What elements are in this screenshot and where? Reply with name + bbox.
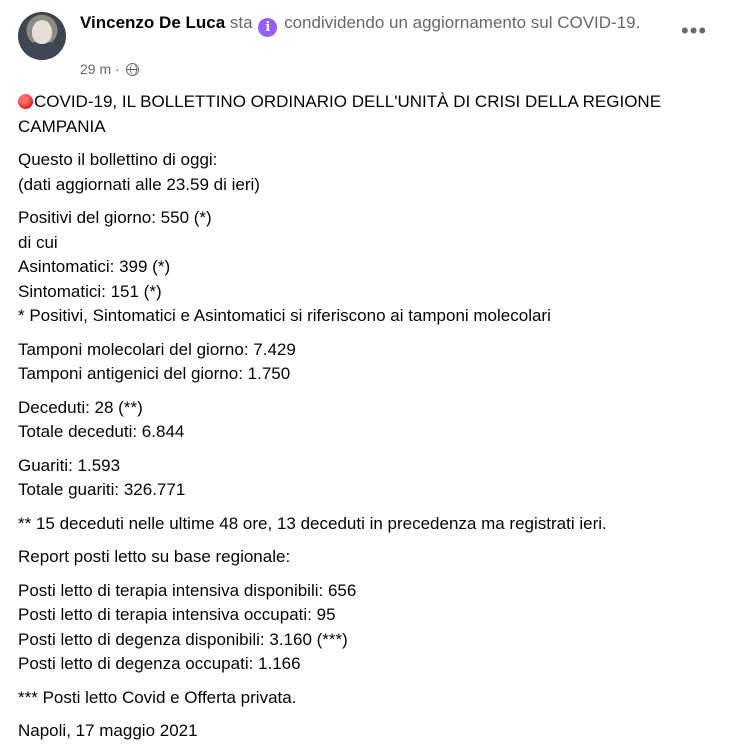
bulletin-paragraph [18, 719, 708, 744]
bulletin-paragraph [18, 686, 708, 711]
bulletin-paragraph [18, 206, 708, 329]
headline [18, 90, 708, 139]
bulletin-paragraph [18, 512, 708, 537]
bulletin-paragraph [18, 338, 708, 387]
bulletin-line: ** 15 deceduti nelle ultime 48 ore, 13 deceduti in precedenza ma registrati ieri. [18, 513, 607, 533]
bulletin-line: Positivi del giorno: 550 (*) [18, 208, 212, 227]
post-header [18, 8, 731, 82]
more-options-icon[interactable]: ••• [681, 18, 708, 43]
meta-separator: · [115, 61, 120, 77]
bulletin-line: Questo il bollettino di oggi: [18, 150, 218, 169]
headline-line-1: COVID-19, IL BOLLETTINO ORDINARIO DELL'UNITÀ DI CRISI DELLA REGIONE [34, 92, 662, 111]
post-meta [80, 60, 139, 78]
activity-prefix: sta [229, 13, 253, 32]
bulletin-line: Report posti letto su base regionale: [18, 547, 291, 566]
post-time[interactable]: 29 m [80, 61, 112, 77]
bulletin-line: Totale deceduti: 6.844 [18, 422, 185, 441]
bulletin-line: *** Posti letto Covid e Offerta privata. [18, 687, 297, 707]
post-body [18, 90, 708, 753]
info-icon: i [258, 18, 277, 37]
bulletin-line: Guariti: 1.593 [18, 455, 121, 475]
bulletin-line: Posti letto di terapia intensiva disponibili: 656 [18, 580, 357, 600]
bulletin-line: Tamponi antigenici del giorno: 1.750 [18, 364, 291, 383]
bulletin-paragraph [18, 396, 708, 445]
author-name[interactable]: Vincenzo De Luca [80, 13, 226, 32]
bulletin-paragraphs [18, 148, 708, 744]
bulletin-line: Posti letto di terapia intensiva occupati: 95 [18, 605, 336, 624]
bulletin-paragraph [18, 148, 708, 197]
bulletin-line: Posti letto di degenza disponibili: 3.160 (***) [18, 629, 348, 649]
bulletin-line: * Positivi, Sintomatici e Asintomatici si riferiscono ai tamponi molecolari [18, 306, 551, 325]
bulletin-line: Totale guariti: 326.771 [18, 480, 186, 499]
bulletin-line: Deceduti: 28 (**) [18, 397, 143, 417]
bulletin-line: (dati aggiornati alle 23.59 di ieri) [18, 174, 260, 194]
bulletin-line: Asintomatici: 399 (*) [18, 257, 171, 276]
red-circle-icon [18, 94, 33, 109]
bulletin-paragraph [18, 579, 708, 677]
post-title-line [80, 10, 690, 37]
headline-line-2: CAMPANIA [18, 116, 106, 136]
author-avatar[interactable] [18, 12, 66, 60]
bulletin-line: di cui [18, 232, 58, 252]
bulletin-paragraph [18, 454, 708, 503]
globe-icon[interactable] [126, 63, 139, 76]
bulletin-line: Napoli, 17 maggio 2021 [18, 721, 198, 740]
bulletin-paragraph [18, 545, 708, 570]
bulletin-line: Sintomatici: 151 (*) [18, 281, 162, 301]
activity-text[interactable]: condividendo un aggiornamento sul COVID-19. [284, 13, 641, 32]
bulletin-line: Posti letto di degenza occupati: 1.166 [18, 654, 301, 673]
bulletin-line: Tamponi molecolari del giorno: 7.429 [18, 339, 296, 359]
